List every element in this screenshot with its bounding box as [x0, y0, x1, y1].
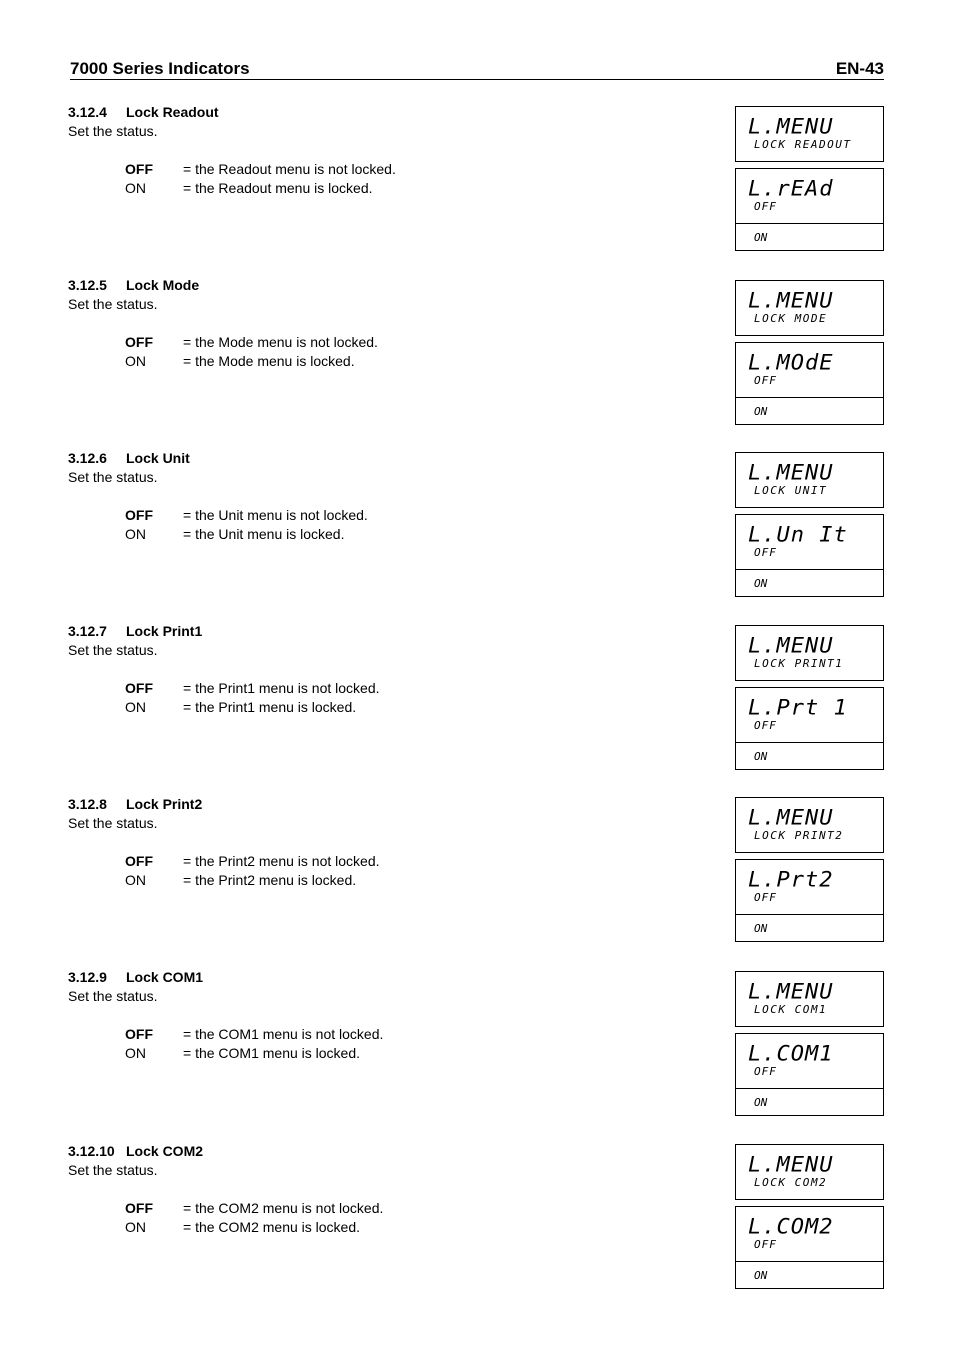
section-heading — [68, 449, 708, 468]
section-number: 3.12.8 — [68, 796, 107, 812]
lcd-divider — [736, 742, 883, 743]
lcd-on-text: ON — [754, 922, 768, 935]
section-title: Lock COM1 — [126, 969, 204, 985]
lcd-display-menu — [735, 971, 884, 1027]
lcd-group — [735, 971, 884, 1116]
lcd-sub-text: LOCK UNIT — [754, 484, 828, 497]
section-lock-print2 — [68, 795, 708, 890]
option-desc: = the Mode menu is not locked. — [183, 334, 378, 350]
lcd-sub-text: LOCK PRINT1 — [754, 657, 844, 670]
option-key: OFF — [125, 161, 153, 177]
lcd-main-text: L.MENU — [748, 115, 834, 140]
lcd-divider — [736, 569, 883, 570]
lcd-on-text: ON — [754, 231, 768, 244]
option-off — [125, 333, 708, 352]
lcd-main-text: L.COM2 — [748, 1215, 834, 1240]
option-desc: = the Unit menu is locked. — [183, 526, 345, 542]
lcd-group — [735, 452, 884, 597]
lcd-sub-text: LOCK COM1 — [754, 1003, 828, 1016]
option-off — [125, 506, 708, 525]
section-lock-mode — [68, 276, 708, 371]
option-desc: = the COM2 menu is not locked. — [183, 1200, 384, 1216]
section-number: 3.12.10 — [68, 1143, 115, 1159]
lcd-group — [735, 280, 884, 425]
lcd-group — [735, 106, 884, 251]
lcd-on-text: ON — [754, 1096, 768, 1109]
section-lock-print1 — [68, 622, 708, 717]
lcd-on-text: ON — [754, 1269, 768, 1282]
option-desc: = the Print1 menu is not locked. — [183, 680, 380, 696]
section-heading — [68, 795, 708, 814]
option-desc: = the COM1 menu is not locked. — [183, 1026, 384, 1042]
option-list — [125, 333, 708, 371]
section-lock-unit — [68, 449, 708, 544]
section-title: Lock COM2 — [126, 1143, 204, 1159]
section-number: 3.12.9 — [68, 969, 107, 985]
section-heading — [68, 276, 708, 295]
option-desc: = the Unit menu is not locked. — [183, 507, 368, 523]
section-heading — [68, 622, 708, 641]
section-title: Lock Print1 — [126, 623, 203, 639]
lcd-main-text: L.Prt 1 — [748, 696, 848, 721]
section-heading — [68, 968, 708, 987]
option-key: OFF — [125, 507, 153, 523]
lcd-sub-text: LOCK COM2 — [754, 1176, 828, 1189]
lcd-divider — [736, 914, 883, 915]
section-subtitle: Set the status. — [68, 296, 158, 312]
option-off — [125, 679, 708, 698]
lcd-display-setting — [735, 859, 884, 942]
lcd-group — [735, 625, 884, 770]
lcd-off-text: OFF — [754, 374, 777, 387]
lcd-main-text: L.Un It — [748, 523, 848, 548]
lcd-display-menu — [735, 452, 884, 508]
lcd-off-text: OFF — [754, 200, 777, 213]
lcd-main-text: L.MENU — [748, 461, 834, 486]
lcd-sub-text: LOCK MODE — [754, 312, 828, 325]
option-key: OFF — [125, 334, 153, 350]
lcd-group — [735, 1144, 884, 1289]
option-list — [125, 506, 708, 544]
option-desc: = the COM1 menu is locked. — [183, 1045, 361, 1061]
option-list — [125, 1025, 708, 1063]
option-off — [125, 852, 708, 871]
section-subtitle: Set the status. — [68, 123, 158, 139]
lcd-on-text: ON — [754, 750, 768, 763]
section-number: 3.12.5 — [68, 277, 107, 293]
lcd-display-menu — [735, 1144, 884, 1200]
lcd-divider — [736, 1088, 883, 1089]
lcd-main-text: L.MENU — [748, 1153, 834, 1178]
option-on — [125, 698, 708, 717]
lcd-main-text: L.MENU — [748, 980, 834, 1005]
option-desc: = the Print2 menu is not locked. — [183, 853, 380, 869]
lcd-on-text: ON — [754, 405, 768, 418]
option-desc: = the Mode menu is locked. — [183, 353, 355, 369]
option-off — [125, 1199, 708, 1218]
lcd-display-setting — [735, 1033, 884, 1116]
document-title: 7000 Series Indicators — [70, 59, 250, 78]
option-key: OFF — [125, 680, 153, 696]
option-on — [125, 871, 708, 890]
section-subtitle: Set the status. — [68, 469, 158, 485]
lcd-sub-text: LOCK PRINT2 — [754, 829, 844, 842]
option-key: ON — [125, 1045, 146, 1061]
option-desc: = the Print2 menu is locked. — [183, 872, 357, 888]
section-title: Lock Print2 — [126, 796, 203, 812]
option-desc: = the Readout menu is locked. — [183, 180, 373, 196]
section-title: Lock Unit — [126, 450, 190, 466]
lcd-main-text: L.Prt2 — [748, 868, 834, 893]
option-on — [125, 179, 708, 198]
lcd-divider — [736, 1261, 883, 1262]
option-desc: = the Readout menu is not locked. — [183, 161, 396, 177]
section-subtitle: Set the status. — [68, 988, 158, 1004]
option-desc: = the COM2 menu is locked. — [183, 1219, 361, 1235]
lcd-sub-text: LOCK READOUT — [754, 138, 852, 151]
lcd-off-text: OFF — [754, 546, 777, 559]
option-list — [125, 852, 708, 890]
option-off — [125, 160, 708, 179]
lcd-display-setting — [735, 687, 884, 770]
lcd-display-menu — [735, 625, 884, 681]
option-key: ON — [125, 872, 146, 888]
lcd-off-text: OFF — [754, 891, 777, 904]
option-list — [125, 160, 708, 198]
option-key: OFF — [125, 853, 153, 869]
lcd-main-text: L.MENU — [748, 806, 834, 831]
option-key: OFF — [125, 1200, 153, 1216]
section-lock-readout — [68, 103, 708, 198]
lcd-main-text: L.rEAd — [748, 177, 834, 202]
option-on — [125, 352, 708, 371]
section-number: 3.12.6 — [68, 450, 107, 466]
section-subtitle: Set the status. — [68, 642, 158, 658]
lcd-main-text: L.MENU — [748, 634, 834, 659]
option-on — [125, 525, 708, 544]
section-lock-com2 — [68, 1142, 708, 1237]
page-number: EN-43 — [835, 59, 884, 78]
lcd-display-setting — [735, 342, 884, 425]
section-heading — [68, 103, 708, 122]
section-number: 3.12.4 — [68, 104, 107, 120]
section-subtitle: Set the status. — [68, 1162, 158, 1178]
option-key: ON — [125, 353, 146, 369]
lcd-off-text: OFF — [754, 1065, 777, 1078]
option-on — [125, 1218, 708, 1237]
lcd-display-menu — [735, 280, 884, 336]
lcd-display-setting — [735, 1206, 884, 1289]
lcd-off-text: OFF — [754, 719, 777, 732]
lcd-main-text: L.COM1 — [748, 1042, 834, 1067]
lcd-divider — [736, 223, 883, 224]
section-heading — [68, 1142, 708, 1161]
section-title: Lock Mode — [126, 277, 200, 293]
page-header — [70, 58, 884, 80]
lcd-on-text: ON — [754, 577, 768, 590]
option-desc: = the Print1 menu is locked. — [183, 699, 357, 715]
section-subtitle: Set the status. — [68, 815, 158, 831]
option-key: ON — [125, 180, 146, 196]
lcd-display-menu — [735, 797, 884, 853]
option-key: OFF — [125, 1026, 153, 1042]
option-key: ON — [125, 699, 146, 715]
lcd-group — [735, 797, 884, 942]
lcd-main-text: L.MOdE — [748, 351, 834, 376]
option-key: ON — [125, 1219, 146, 1235]
section-title: Lock Readout — [126, 104, 219, 120]
section-number: 3.12.7 — [68, 623, 107, 639]
lcd-off-text: OFF — [754, 1238, 777, 1251]
option-on — [125, 1044, 708, 1063]
option-key: ON — [125, 526, 146, 542]
section-lock-com1 — [68, 968, 708, 1063]
option-list — [125, 1199, 708, 1237]
option-list — [125, 679, 708, 717]
option-off — [125, 1025, 708, 1044]
lcd-divider — [736, 397, 883, 398]
lcd-main-text: L.MENU — [748, 289, 834, 314]
lcd-display-menu — [735, 106, 884, 162]
lcd-display-setting — [735, 168, 884, 251]
lcd-display-setting — [735, 514, 884, 597]
